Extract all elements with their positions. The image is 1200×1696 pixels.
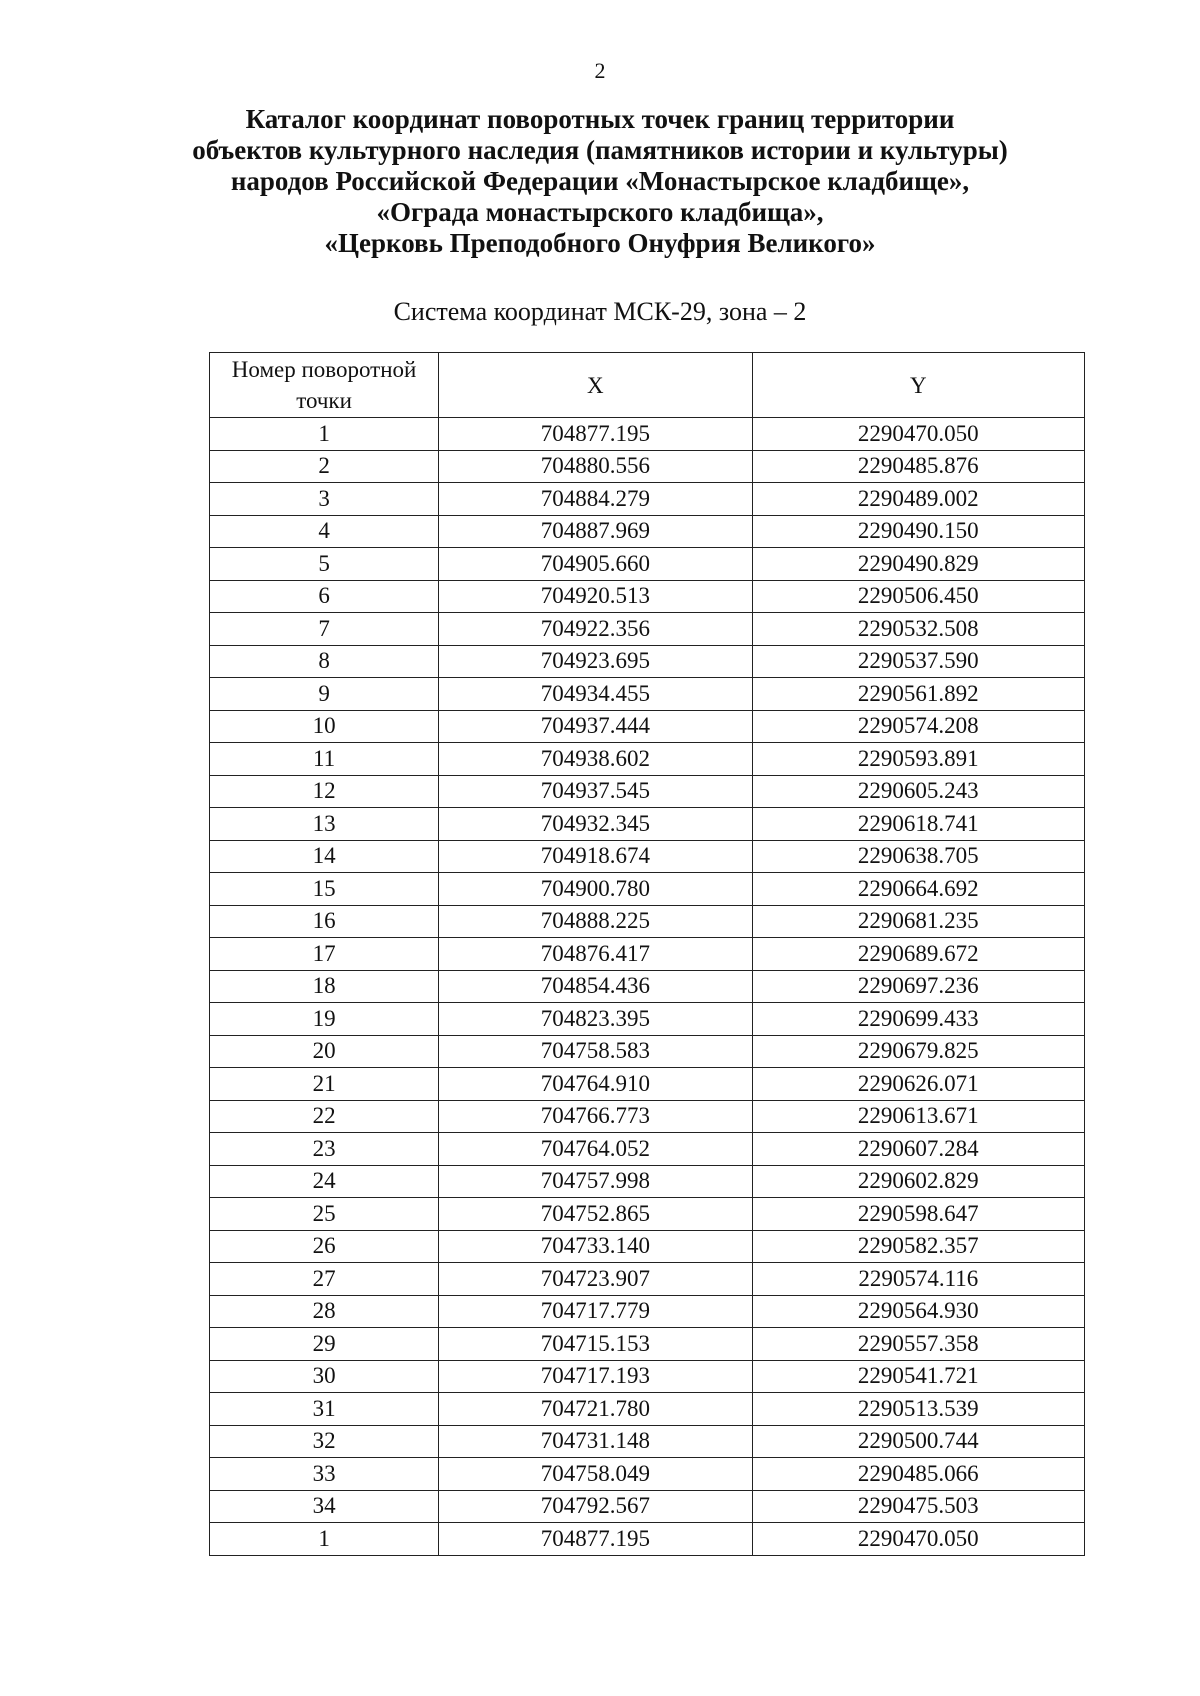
table-row <box>210 1230 1085 1263</box>
cell-y: 2290541.721 <box>752 1360 1084 1393</box>
cell-x: 704900.780 <box>439 873 752 906</box>
table-row <box>210 1458 1085 1491</box>
cell-y: 2290574.208 <box>752 710 1084 743</box>
cell-x: 704733.140 <box>439 1230 752 1263</box>
cell-point-number: 2 <box>210 450 439 483</box>
cell-x: 704823.395 <box>439 1003 752 1036</box>
cell-y: 2290561.892 <box>752 678 1084 711</box>
cell-y: 2290598.647 <box>752 1198 1084 1231</box>
cell-y: 2290513.539 <box>752 1393 1084 1426</box>
table-row <box>210 873 1085 906</box>
table-row <box>210 1198 1085 1231</box>
cell-point-number: 4 <box>210 515 439 548</box>
cell-y: 2290613.671 <box>752 1100 1084 1133</box>
cell-point-number: 14 <box>210 840 439 873</box>
table-row <box>210 1035 1085 1068</box>
table-row <box>210 483 1085 516</box>
table-row <box>210 710 1085 743</box>
cell-point-number: 24 <box>210 1165 439 1198</box>
table-row <box>210 970 1085 1003</box>
header-point-number: Номер поворотной точки <box>210 353 439 418</box>
cell-y: 2290618.741 <box>752 808 1084 841</box>
table-row <box>210 613 1085 646</box>
cell-y: 2290489.002 <box>752 483 1084 516</box>
cell-point-number: 15 <box>210 873 439 906</box>
table-row <box>210 1003 1085 1036</box>
cell-x: 704757.998 <box>439 1165 752 1198</box>
cell-x: 704905.660 <box>439 548 752 581</box>
cell-y: 2290506.450 <box>752 580 1084 613</box>
cell-x: 704888.225 <box>439 905 752 938</box>
cell-x: 704766.773 <box>439 1100 752 1133</box>
table-header-row <box>210 353 1085 418</box>
cell-y: 2290697.236 <box>752 970 1084 1003</box>
cell-point-number: 10 <box>210 710 439 743</box>
cell-y: 2290470.050 <box>752 418 1084 451</box>
cell-point-number: 31 <box>210 1393 439 1426</box>
cell-y: 2290485.066 <box>752 1458 1084 1491</box>
cell-x: 704876.417 <box>439 938 752 971</box>
cell-y: 2290607.284 <box>752 1133 1084 1166</box>
cell-point-number: 8 <box>210 645 439 678</box>
table-row <box>210 1133 1085 1166</box>
cell-point-number: 20 <box>210 1035 439 1068</box>
header-y: Y <box>752 353 1084 418</box>
cell-point-number: 32 <box>210 1425 439 1458</box>
cell-x: 704764.052 <box>439 1133 752 1166</box>
title-line: объектов культурного наследия (памятников истории и культуры) <box>192 135 1008 165</box>
cell-point-number: 9 <box>210 678 439 711</box>
table-row <box>210 840 1085 873</box>
cell-y: 2290475.503 <box>752 1490 1084 1523</box>
cell-point-number: 22 <box>210 1100 439 1133</box>
table-row <box>210 1165 1085 1198</box>
cell-y: 2290626.071 <box>752 1068 1084 1101</box>
cell-y: 2290582.357 <box>752 1230 1084 1263</box>
cell-point-number: 26 <box>210 1230 439 1263</box>
cell-y: 2290689.672 <box>752 938 1084 971</box>
cell-x: 704877.195 <box>439 418 752 451</box>
cell-point-number: 18 <box>210 970 439 1003</box>
cell-x: 704752.865 <box>439 1198 752 1231</box>
cell-x: 704934.455 <box>439 678 752 711</box>
cell-x: 704880.556 <box>439 450 752 483</box>
cell-y: 2290679.825 <box>752 1035 1084 1068</box>
table-row <box>210 1425 1085 1458</box>
table-row <box>210 775 1085 808</box>
cell-point-number: 1 <box>210 418 439 451</box>
document-title <box>0 104 1200 259</box>
cell-point-number: 28 <box>210 1295 439 1328</box>
table-row <box>210 645 1085 678</box>
cell-x: 704923.695 <box>439 645 752 678</box>
table-row <box>210 1068 1085 1101</box>
cell-y: 2290470.050 <box>752 1523 1084 1556</box>
table-row <box>210 1100 1085 1133</box>
cell-y: 2290500.744 <box>752 1425 1084 1458</box>
table-body <box>210 418 1085 1556</box>
title-line: «Ограда монастырского кладбища», <box>376 197 824 227</box>
cell-x: 704721.780 <box>439 1393 752 1426</box>
cell-x: 704932.345 <box>439 808 752 841</box>
cell-x: 704764.910 <box>439 1068 752 1101</box>
cell-y: 2290593.891 <box>752 743 1084 776</box>
cell-y: 2290490.829 <box>752 548 1084 581</box>
title-line: Каталог координат поворотных точек границ территории <box>245 104 955 134</box>
cell-y: 2290532.508 <box>752 613 1084 646</box>
cell-y: 2290557.358 <box>752 1328 1084 1361</box>
cell-y: 2290681.235 <box>752 905 1084 938</box>
cell-y: 2290485.876 <box>752 450 1084 483</box>
cell-x: 704717.779 <box>439 1295 752 1328</box>
cell-y: 2290490.150 <box>752 515 1084 548</box>
header-x: X <box>439 353 752 418</box>
cell-x: 704922.356 <box>439 613 752 646</box>
cell-point-number: 11 <box>210 743 439 776</box>
cell-point-number: 33 <box>210 1458 439 1491</box>
table-row <box>210 808 1085 841</box>
table-row <box>210 678 1085 711</box>
cell-y: 2290605.243 <box>752 775 1084 808</box>
table-row <box>210 1393 1085 1426</box>
cell-x: 704717.193 <box>439 1360 752 1393</box>
cell-point-number: 5 <box>210 548 439 581</box>
table-row <box>210 1295 1085 1328</box>
cell-point-number: 16 <box>210 905 439 938</box>
cell-point-number: 30 <box>210 1360 439 1393</box>
title-line: народов Российской Федерации «Монастырское кладбище», <box>230 166 970 196</box>
cell-x: 704887.969 <box>439 515 752 548</box>
coordinates-table <box>209 352 1085 1556</box>
cell-point-number: 3 <box>210 483 439 516</box>
cell-point-number: 19 <box>210 1003 439 1036</box>
cell-y: 2290664.692 <box>752 873 1084 906</box>
cell-x: 704854.436 <box>439 970 752 1003</box>
cell-y: 2290638.705 <box>752 840 1084 873</box>
table-row <box>210 1328 1085 1361</box>
cell-point-number: 25 <box>210 1198 439 1231</box>
cell-x: 704758.049 <box>439 1458 752 1491</box>
cell-point-number: 13 <box>210 808 439 841</box>
table-row <box>210 1523 1085 1556</box>
cell-x: 704877.195 <box>439 1523 752 1556</box>
cell-x: 704937.444 <box>439 710 752 743</box>
cell-x: 704731.148 <box>439 1425 752 1458</box>
cell-x: 704937.545 <box>439 775 752 808</box>
cell-point-number: 29 <box>210 1328 439 1361</box>
table-row <box>210 905 1085 938</box>
cell-x: 704884.279 <box>439 483 752 516</box>
table-row <box>210 743 1085 776</box>
table-row <box>210 1263 1085 1296</box>
cell-x: 704792.567 <box>439 1490 752 1523</box>
title-line: «Церковь Преподобного Онуфрия Великого» <box>324 228 876 258</box>
cell-point-number: 21 <box>210 1068 439 1101</box>
cell-x: 704715.153 <box>439 1328 752 1361</box>
cell-x: 704938.602 <box>439 743 752 776</box>
cell-point-number: 12 <box>210 775 439 808</box>
cell-y: 2290699.433 <box>752 1003 1084 1036</box>
cell-x: 704920.513 <box>439 580 752 613</box>
table-row <box>210 580 1085 613</box>
table-row <box>210 1490 1085 1523</box>
cell-point-number: 23 <box>210 1133 439 1166</box>
cell-point-number: 6 <box>210 580 439 613</box>
table-row <box>210 938 1085 971</box>
cell-x: 704758.583 <box>439 1035 752 1068</box>
cell-point-number: 17 <box>210 938 439 971</box>
cell-y: 2290602.829 <box>752 1165 1084 1198</box>
cell-point-number: 1 <box>210 1523 439 1556</box>
table-row <box>210 548 1085 581</box>
cell-point-number: 7 <box>210 613 439 646</box>
cell-y: 2290564.930 <box>752 1295 1084 1328</box>
table-row <box>210 1360 1085 1393</box>
table-row <box>210 450 1085 483</box>
cell-point-number: 34 <box>210 1490 439 1523</box>
cell-x: 704918.674 <box>439 840 752 873</box>
page-number: 2 <box>594 58 606 83</box>
cell-x: 704723.907 <box>439 1263 752 1296</box>
table-row <box>210 418 1085 451</box>
cell-y: 2290537.590 <box>752 645 1084 678</box>
cell-point-number: 27 <box>210 1263 439 1296</box>
coordinate-system-subtitle: Система координат МСК-29, зона – 2 <box>393 297 807 326</box>
table-row <box>210 515 1085 548</box>
cell-y: 2290574.116 <box>752 1263 1084 1296</box>
